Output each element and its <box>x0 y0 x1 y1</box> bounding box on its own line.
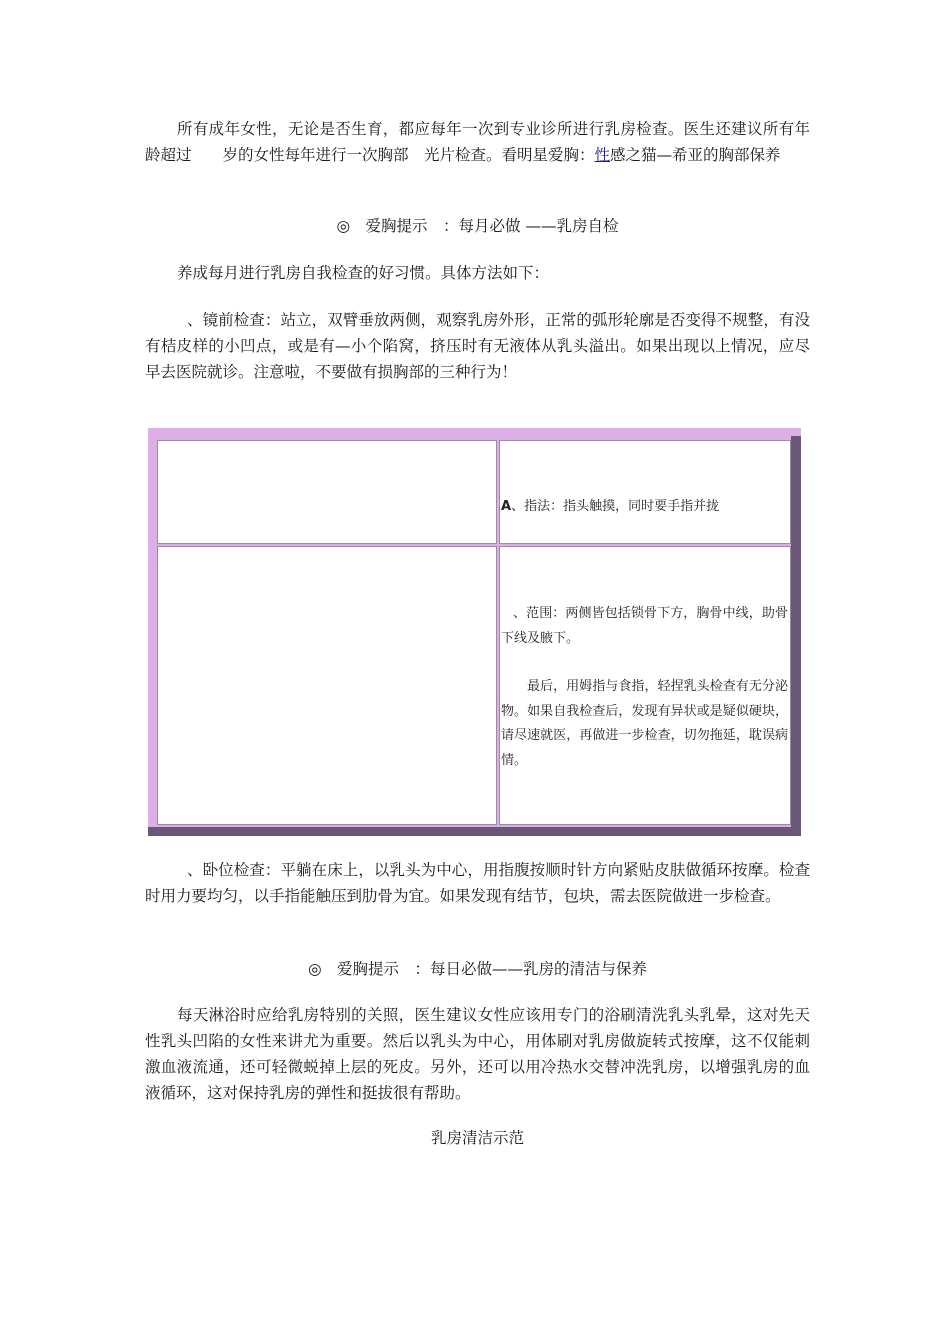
cell-prefix: A <box>501 499 512 514</box>
final-check-text: 最后，用姆指与食指，轻捏乳头检查有无分泌物。如果自我检查后，发现有异状或是疑似硬块，请尽速就医，再做进一步检查，切勿拖延，耽误病情。 <box>501 679 788 768</box>
tip-heading-monthly: ◎ 爱胸提示 ：每月必做 ——乳房自检 <box>336 217 619 235</box>
table-cell-finger-method <box>499 440 791 544</box>
lying-check-paragraph: 、卧位检查：平躺在床上，以乳头为中心，用指腹按顺时针方向紧贴皮肤做循环按摩。检查时用力要均匀，以手指能触压到肋骨为宜。如果发现有结节，包块，需去医院做进一步检查。 <box>145 861 810 905</box>
table-cell-image-2 <box>157 546 497 825</box>
cleaning-paragraph: 每天淋浴时应给乳房特别的关照，医生建议女性应该用专门的浴刷清洗乳头乳晕，这对先天性乳头凹陷的女性来讲尤为重要。然后以乳头为中心，用体刷对乳房做旋转式按摩，这不仅能刺激血液流通，还可轻微蜕掉上层的死皮。另外，还可以用冷热水交替冲洗乳房，以增强乳房的血液循环，这对保持乳房的弹性和挺拔很有帮助。 <box>145 1006 810 1102</box>
range-text: 、范围：两侧皆包括锁骨下方，胸骨中线，助骨下线及腋下。 <box>501 606 788 646</box>
self-check-intro: 养成每月进行乳房自我检查的好习惯。具体方法如下： <box>177 264 550 282</box>
figure-caption: 乳房清洁示范 <box>430 1129 524 1147</box>
table-shadow-bottom <box>148 827 801 836</box>
intro-paragraph: 所有成年女性，无论是否生育，都应每年一次到专业诊所进行乳房检查。医生还建议所有年龄超过 岁的女性每年进行一次胸部 光片检查。看明星爱胸：性感之猫—希亚的胸部保养 <box>145 120 810 164</box>
table-cell-range <box>499 546 791 825</box>
tip-heading-daily: ◎ 爱胸提示 ：每日必做——乳房的清洁与保养 <box>307 960 648 978</box>
table-cell-image-1 <box>157 440 497 544</box>
finger-method-text: 、指法：指头触摸，同时要手指并拢 <box>511 499 720 514</box>
table-shadow-right <box>791 436 801 836</box>
article-link[interactable]: 性 <box>594 146 611 164</box>
method-table <box>148 428 801 836</box>
mirror-check-paragraph: 、镜前检查：站立，双臂垂放两侧，观察乳房外形，正常的弧形轮廓是否变得不规整，有没有桔皮样的小凹点，或是有—小个陷窝，挤压时有无液体从乳头溢出。如果出现以上情况，应尽早去医院就诊。注意啦，不要做有损胸部的三种行为！ <box>145 311 810 381</box>
